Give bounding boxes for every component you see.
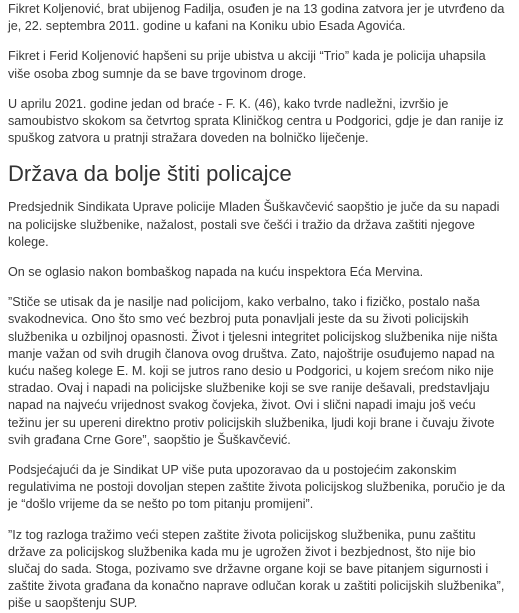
article-paragraph: ”Iz tog razloga tražimo veći stepen zaštite života policijskog službenika, punu zaštitu države za policijskog službenika kada mu je ugrožen život i bezbjednost, što nije bio slučaj do sada. Stoga, pozivamo sve državne organe koji se bave pitanjem sigurnosti i zaštite života građana da konačno naprave odlučan korak u zaštiti policijskih službenika”, piše u saopštenju SUP. — [8, 527, 505, 611]
article-paragraph: Fikret Koljenović, brat ubijenog Fadilja, osuđen je na 13 godina zatvora jer je utvrđeno da je, 22. septembra 2011. godine u kafani na Koniku ubio Esada Agovića. — [8, 2, 505, 34]
article-paragraph: Fikret i Ferid Koljenović hapšeni su prije ubistva u akciji “Trio” kada je policija uhapsila više osoba zbog sumnje da se bave trgovinom droge. — [8, 49, 486, 81]
article-body — [0, 1, 519, 613]
article-paragraph: Predsjednik Sindikata Uprave policije Mladen Šuškavčević saopštio je juče da su napadi na policijske službenike, nažalost, postali sve češći i tražio da država zaštiti njegove kolege. — [8, 200, 500, 249]
article-paragraph: ”Stiče se utisak da je nasilje nad policijom, kako verbalno, tako i fizičko, postalo naša svakodnevica. Ono što smo već bezbroj puta ponavljali jeste da su životi policijskih službenika u ozbiljnoj opasnosti. Život i tjelesni integritet policijskog službenika nije ništa manje važan od svih drugih članova ovog društva. Zato, najoštrije osuđujemo napad na kuću našeg kolege E. M. koji se jutros rano desio u Podgorici, u kojem srećom niko nije stradao. Ovaj i napadi na policijske službenike koji se sve ranije dešavali, predstavljaju napad na najveću vrijednost svakog čovjeka, život. Ovi i slični napadi imaju još veću težinu jer su upereni direktno protiv policijskih službenika, ljudi koji brane i čuvaju živote svih građana Crne Gore”, saopštio je Šuškavčević. — [8, 295, 498, 447]
article-paragraph: On se oglasio nakon bombaškog napada na kuću inspektora Eća Mervina. — [8, 265, 424, 280]
article-paragraph: U aprilu 2021. godine jedan od braće - F. K. (46), kako tvrde nadležni, izvršio je samoubistvo skokom sa četvrtog sprata Kliničkog centra u Podgorici, gdje je dan ranije iz spuškog zatvora u pratnji stražara doveden na bolničko liječenje. — [8, 96, 504, 146]
section-heading: Država da bolje štiti policajce — [8, 161, 292, 187]
article-paragraph: Podsjećajući da je Sindikat UP više puta upozoravao da u postojećim zakonskim regulativima ne postoji dovoljan stepen zaštite života policijskog službenika, poručio je da je “došlo vrijeme da se nešto po tom pitanju promijeni”. — [8, 463, 506, 512]
